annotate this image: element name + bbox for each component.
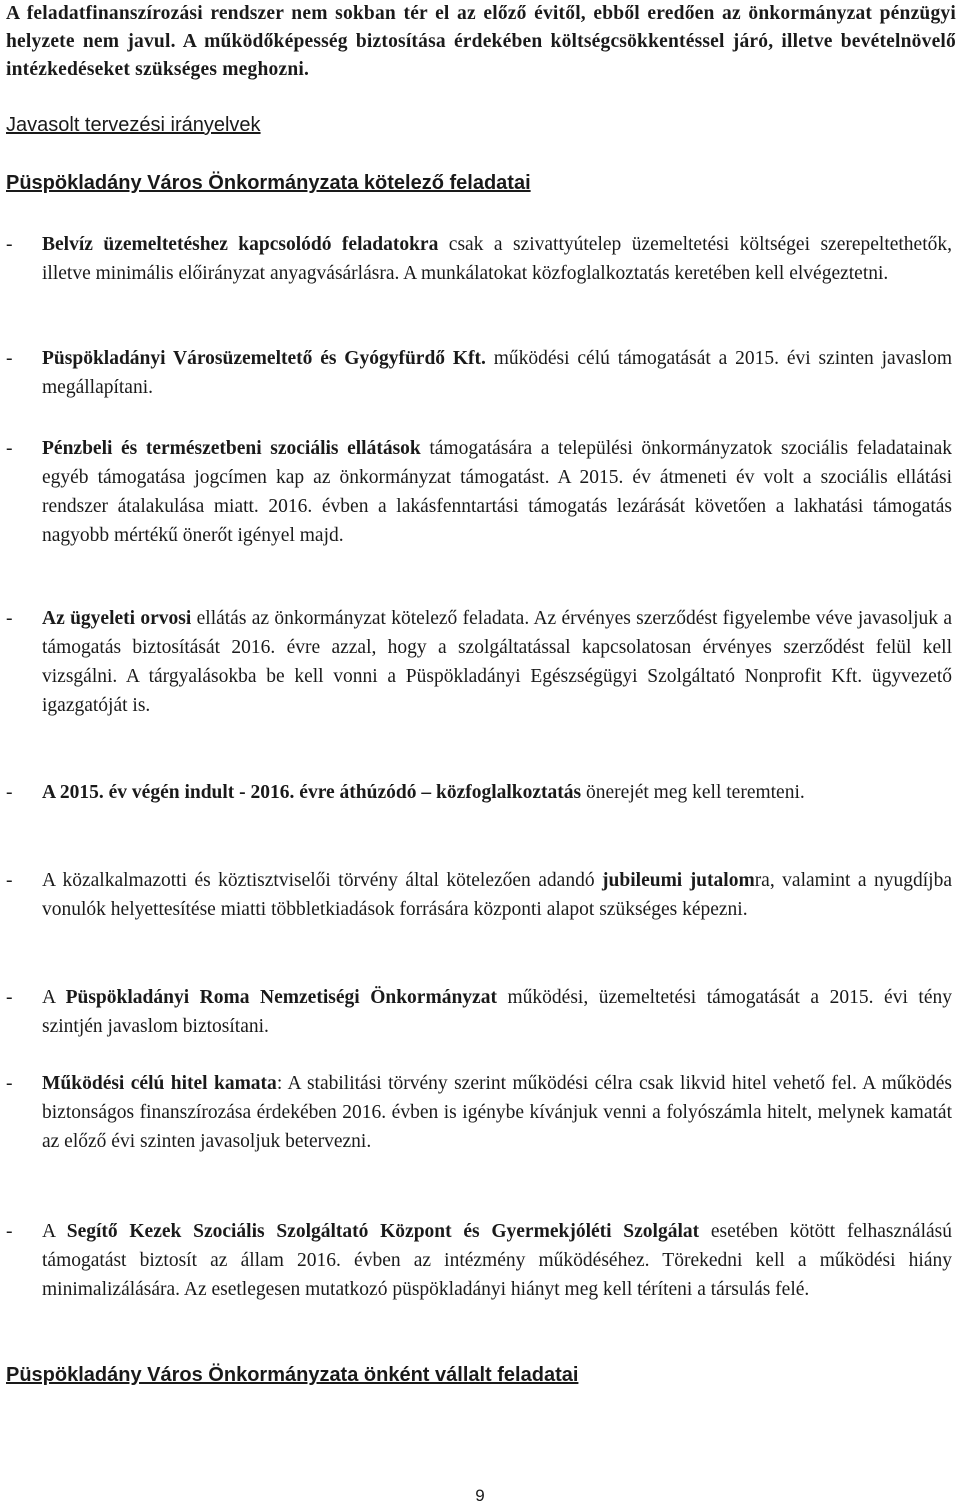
list-item	[6, 1217, 952, 1304]
list-dash: -	[6, 782, 13, 803]
item-text: működési, üzemeltetési támogatását a 2015. évi tény szintjén javaslom biztosítani.	[42, 987, 952, 1037]
heading-guidelines: Javasolt tervezési irányelvek	[6, 114, 261, 136]
heading-mandatory-tasks: Püspökladány Város Önkormányzata kötelező feladatai	[6, 172, 531, 194]
item-text: esetében kötött felhasználású támogatást biztosít az állam 2016. évben az intézmény működéséhez. Törekedni kell a működési hiány minimalizálására. Az esetlegesen mutatkozó püspökladányi hiányt meg kell téríteni a társulás felé.	[42, 1221, 952, 1300]
list-item	[6, 434, 952, 550]
item-bold: Pénzbeli és természetbeni szociális ellátások	[42, 438, 421, 459]
list-item	[6, 604, 952, 720]
list-dash: -	[6, 1221, 13, 1242]
list-dash: -	[6, 438, 13, 459]
list-item	[6, 344, 952, 402]
item-text-pre: A	[42, 987, 66, 1008]
item-text: ellátás az önkormányzat kötelező feladata. Az érvényes szerződést figyelembe véve javasoljuk a támogatás biztosítását 2016. évre azzal, hogy a szolgáltatással kapcsolatosan érvényes szerződést felül kell vizsgálni. A tárgyalásokba be kell vonni a Püspökladányi Egészségügyi Szolgáltató Nonprofit Kft. ügyvezető igazgatóját is.	[42, 608, 952, 716]
list-item	[6, 230, 952, 288]
item-text-pre: A közalkalmazotti és köztisztviselői törvény által kötelezően adandó	[42, 870, 603, 891]
list-dash: -	[6, 987, 13, 1008]
list-dash: -	[6, 234, 13, 255]
list-item	[6, 866, 952, 924]
list-item	[6, 778, 952, 807]
item-bold: Működési célú hitel kamata	[42, 1073, 277, 1094]
item-bold: Belvíz üzemeltetéshez kapcsolódó feladatokra	[42, 234, 439, 255]
item-text: : A stabilitási törvény szerint működési célra csak likvid hitel vehető fel. A működés biztonságos finanszírozása érdekében 2016. évben is igénybe kívánjuk venni a folyószámla hitelt, melynek kamatát az előző évi szinten javasoljuk betervezni.	[42, 1073, 952, 1152]
list-dash: -	[6, 1073, 13, 1094]
item-text: ra, valamint a nyugdíjba vonulók helyettesítése miatti többletkiadások forrására központi alapot szükséges képezni.	[42, 870, 952, 920]
item-bold: Az ügyeleti orvosi	[42, 608, 192, 629]
item-text: önerejét meg kell teremteni.	[581, 782, 805, 803]
item-bold: jubileumi jutalom	[602, 870, 755, 891]
item-bold: Püspökladányi Városüzemeltető és Gyógyfürdő Kft.	[42, 348, 486, 369]
heading-voluntary-tasks: Püspökladány Város Önkormányzata önként vállalt feladatai	[6, 1364, 579, 1386]
item-bold: A 2015. év végén indult - 2016. évre áthúzódó – közfoglalkoztatás	[42, 782, 582, 803]
list-item	[6, 1069, 952, 1156]
item-text: csak a szivattyútelep üzemeltetési költségei szerepeltethetők, illetve minimális előirányzat anyagvásárlásra. A munkálatokat közfoglalkoztatás keretében kell elvégeztetni.	[42, 234, 953, 284]
item-bold: Segítő Kezek Szociális Szolgáltató Központ és Gyermekjóléti Szolgálat	[66, 1221, 700, 1242]
item-text: támogatására a települési önkormányzatok szociális feladatainak egyéb támogatása jogcímen kap az önkormányzat támogatást. A 2015. év átmeneti év volt a szociális ellátási rendszer átalakulása miatt. 2016. évben a lakásfenntartási támogatás lezárását követően a lakhatási támogatás nagyobb mértékű önerőt igényel majd.	[42, 438, 952, 546]
list-dash: -	[6, 870, 13, 891]
page-number: 9	[475, 1486, 485, 1505]
list-dash: -	[6, 348, 13, 369]
list-dash: -	[6, 608, 13, 629]
list-item	[6, 983, 952, 1041]
item-text-pre: A	[42, 1221, 67, 1242]
item-text: működési célú támogatását a 2015. évi szinten javaslom megállapítani.	[42, 348, 952, 398]
intro-paragraph: A feladatfinanszírozási rendszer nem sokban tér el az előző évitől, ebből eredően az önkormányzat pénzügyi helyzete nem javul. A működőképesség biztosítása érdekében költségcsökkentéssel járó, illetve bevételnövelő intézkedéseket szükséges meghozni.	[6, 3, 956, 80]
item-bold: Püspökladányi Roma Nemzetiségi Önkormányzat	[65, 987, 497, 1008]
